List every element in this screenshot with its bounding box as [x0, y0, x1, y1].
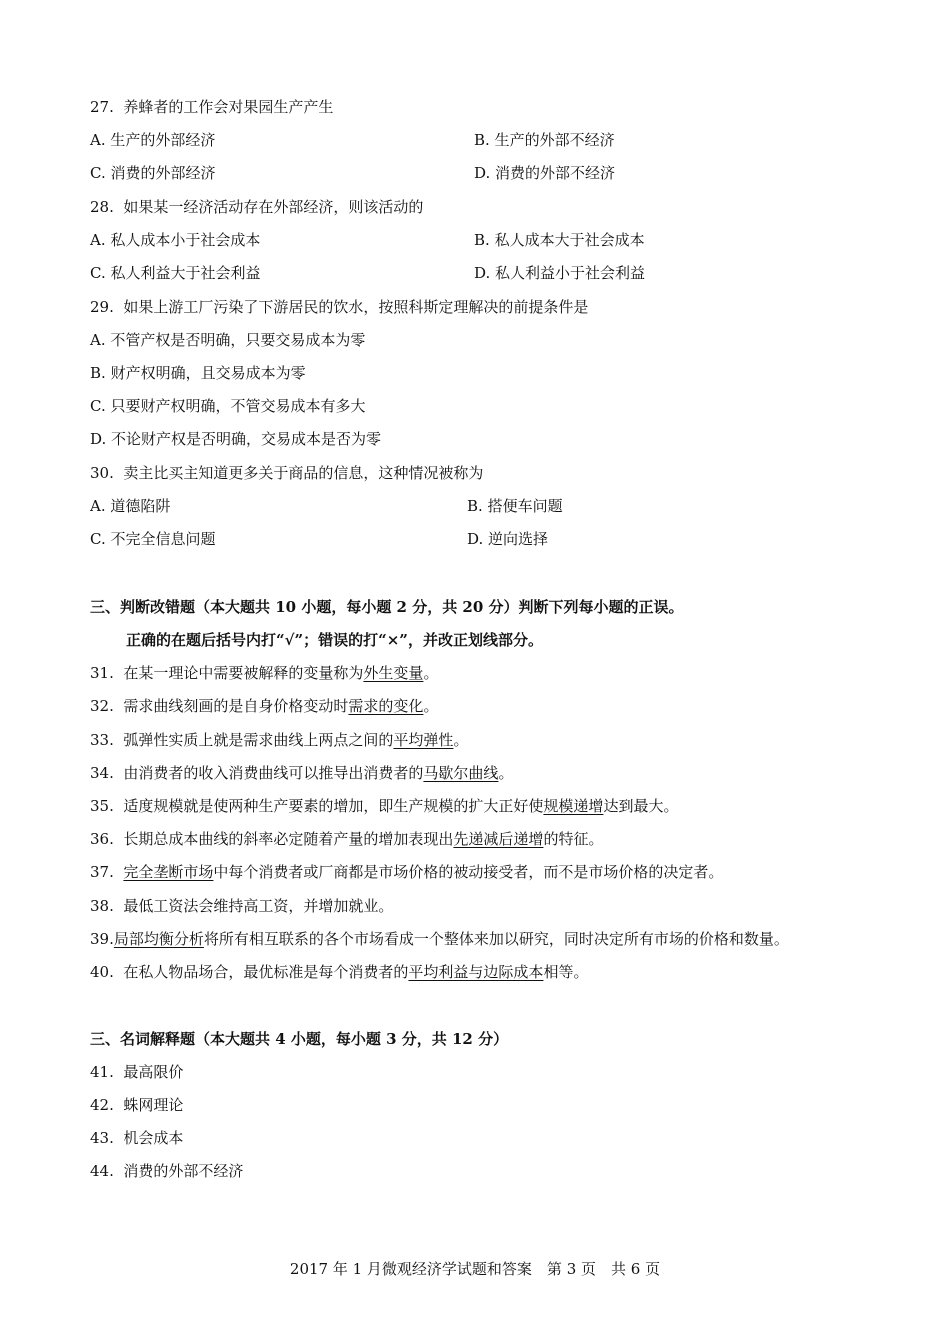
question-27-stem: 27. 养蜂者的工作会对果园生产产生: [90, 98, 334, 116]
option-29-c: C. 只要财产权明确，不管交易成本有多大: [90, 397, 366, 415]
term-item-44: 44. 消费的外部不经济: [90, 1162, 244, 1180]
question-30-stem: 30. 卖主比买主知道更多关于商品的信息，这种情况被称为: [90, 464, 484, 482]
judge-item-33: 33. 弧弹性实质上就是需求曲线上两点之间的平均弹性。: [90, 731, 469, 749]
underlined-term: 平均利益与边际成本: [408, 963, 544, 981]
page-footer: 2017 年 1 月微观经济学试题和答案 第 3 页 共 6 页: [289, 1260, 661, 1278]
option-27-d: D. 消费的外部不经济: [474, 164, 616, 182]
option-28-b: B. 私人成本大于社会成本: [474, 231, 645, 249]
option-27-a: A. 生产的外部经济: [90, 131, 216, 149]
judge-item-39: 39.局部均衡分析将所有相互联系的各个市场看成一个整体来加以研究，同时决定所有市场的价格和数量。: [90, 930, 789, 948]
underlined-term: 外生变量: [363, 664, 424, 682]
judge-item-36: 36. 长期总成本曲线的斜率必定随着产量的增加表现出先递减后递增的特征。: [90, 830, 604, 848]
judge-item-34: 34. 由消费者的收入消费曲线可以推导出消费者的马歇尔曲线。: [90, 764, 514, 782]
judge-item-31: 31. 在某一理论中需要被解释的变量称为外生变量。: [90, 664, 439, 682]
section-terms-title: 三、名词解释题（本大题共 4 小题，每小题 3 分，共 12 分）: [90, 1030, 509, 1048]
question-28-stem: 28. 如果某一经济活动存在外部经济，则该活动的: [90, 198, 424, 216]
underlined-term: 先递减后递增: [453, 830, 544, 848]
judge-item-37: 37. 完全垄断市场中每个消费者或厂商都是市场价格的被动接受者，而不是市场价格的决定者。: [90, 863, 724, 881]
option-30-a: A. 道德陷阱: [90, 497, 171, 515]
judge-item-32: 32. 需求曲线刻画的是自身价格变动时需求的变化。: [90, 697, 439, 715]
judge-item-38: 38. 最低工资法会维持高工资，并增加就业。: [90, 897, 394, 915]
option-28-d: D. 私人利益小于社会利益: [474, 264, 646, 282]
question-29-stem: 29. 如果上游工厂污染了下游居民的饮水，按照科斯定理解决的前提条件是: [90, 298, 589, 316]
option-30-b: B. 搭便车问题: [467, 497, 563, 515]
option-30-d: D. 逆向选择: [467, 530, 549, 548]
underlined-term: 局部均衡分析: [113, 930, 204, 948]
option-30-c: C. 不完全信息问题: [90, 530, 216, 548]
underlined-term: 完全垄断市场: [123, 863, 214, 881]
underlined-term: 规模递增: [543, 797, 604, 815]
underlined-term: 需求的变化: [348, 697, 424, 715]
option-29-d: D. 不论财产权是否明确，交易成本是否为零: [90, 430, 382, 448]
term-item-43: 43. 机会成本: [90, 1129, 184, 1147]
option-27-c: C. 消费的外部经济: [90, 164, 216, 182]
section-judge-title: 三、判断改错题（本大题共 10 小题，每小题 2 分，共 20 分）判断下列每小题的正误。: [90, 598, 684, 616]
judge-item-35: 35. 适度规模就是使两种生产要素的增加，即生产规模的扩大正好使规模递增达到最大。: [90, 797, 679, 815]
option-28-c: C. 私人利益大于社会利益: [90, 264, 261, 282]
term-item-42: 42. 蛛网理论: [90, 1096, 184, 1114]
option-29-b: B. 财产权明确，且交易成本为零: [90, 364, 306, 382]
underlined-term: 平均弹性: [393, 731, 454, 749]
section-judge-subtitle: 正确的在题后括号内打“√”；错误的打“×”，并改正划线部分。: [126, 631, 543, 649]
option-29-a: A. 不管产权是否明确，只要交易成本为零: [90, 331, 366, 349]
option-28-a: A. 私人成本小于社会成本: [90, 231, 261, 249]
underlined-term: 马歇尔曲线: [423, 764, 499, 782]
term-item-41: 41. 最高限价: [90, 1063, 184, 1081]
judge-item-40: 40. 在私人物品场合，最优标准是每个消费者的平均利益与边际成本相等。: [90, 963, 589, 981]
option-27-b: B. 生产的外部不经济: [474, 131, 615, 149]
